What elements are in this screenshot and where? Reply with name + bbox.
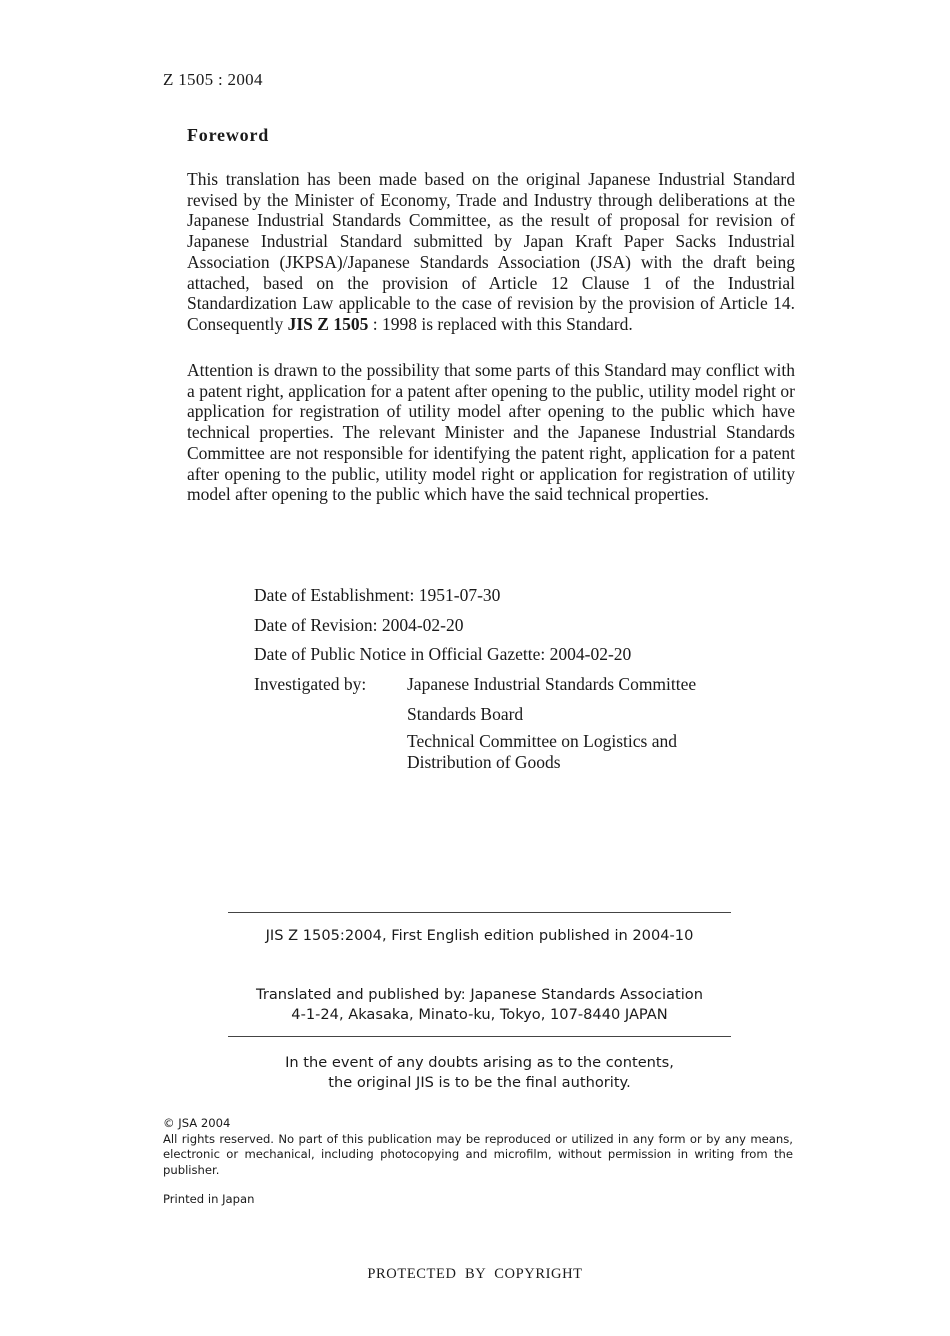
investigator-technical-committee: Technical Committee on Logistics and Distribution of Goods (407, 731, 677, 773)
rights-notice: All rights reserved. No part of this publication may be reproduced or utilized in any form or by any means, electronic or mechanical, including photocopying and microfilm, without permission in writing from the publisher. (163, 1131, 793, 1177)
investigated-by-row (254, 672, 814, 779)
date-of-public-notice: Date of Public Notice in Official Gazette: 2004-02-20 (254, 644, 632, 665)
investigated-by-label: Investigated by: (254, 674, 367, 695)
replaced-standard-ref: JIS Z 1505 (287, 313, 369, 334)
paragraph-1-text: This translation has been made based on the original Japanese Industrial Standard revised by the Minister of Economy, Trade and Industry through deliberations at the Japanese Industrial Standards Committee, as the result of proposal for revision of Japanese Industrial Standard submitted by Japan Kraft Paper Sacks Industrial Association (JKPSA)/Japanese Standards Association (JSA) with the draft being attached, based on the provision of Article 12 Clause 1 of the Industrial Standardization Law applicable to the case of revision by the provision of Article 14. Consequently (187, 169, 795, 334)
publisher-block (228, 985, 731, 1025)
investigated-by-list (407, 672, 747, 779)
standard-number: Z 1505 : 2004 (163, 70, 263, 89)
foreword-paragraph-2: Attention is drawn to the possibility that some parts of this Standard may conflict with a patent right, application for a patent after opening to the public, utility model right or application for registration of utility model after opening to the public which have technical properties. The relevant Minister and the Japanese Industrial Standards Committee are not responsible for identifying the patent right, application for a patent after opening to the public, utility model right or application for registration of utility model after opening to the public which have the said technical properties. (187, 360, 795, 505)
publisher-address: 4-1-24, Akasaka, Minato-ku, Tokyo, 107-8440 JAPAN (291, 1006, 668, 1023)
protected-by-copyright: PROTECTED BY COPYRIGHT (367, 1266, 583, 1282)
dates-block (254, 583, 814, 779)
authority-line-1: In the event of any doubts arising as to the contents, (285, 1054, 674, 1071)
copyright-owner: © JSA 2004 (163, 1116, 231, 1130)
date-of-establishment: Date of Establishment: 1951-07-30 (254, 585, 501, 605)
authority-note (228, 1053, 731, 1093)
date-of-revision: Date of Revision: 2004-02-20 (254, 614, 464, 635)
edition-line: JIS Z 1505:2004, First English edition published in 2004-10 (265, 927, 694, 944)
investigator-board: Standards Board (407, 703, 524, 724)
printed-in: Printed in Japan (163, 1192, 255, 1206)
foreword-heading: Foreword (187, 125, 270, 145)
investigator-committee: Japanese Industrial Standards Committee (407, 674, 697, 695)
divider-bottom (228, 1036, 731, 1037)
paragraph-1-tail: : 1998 is replaced with this Standard. (368, 313, 633, 334)
divider-top (228, 912, 731, 913)
foreword-paragraph-1 (187, 169, 795, 335)
copyright-block (163, 1116, 793, 1178)
publisher-name: Translated and published by: Japanese Standards Association (256, 986, 703, 1003)
authority-line-2: the original JIS is to be the final authority. (328, 1074, 631, 1091)
